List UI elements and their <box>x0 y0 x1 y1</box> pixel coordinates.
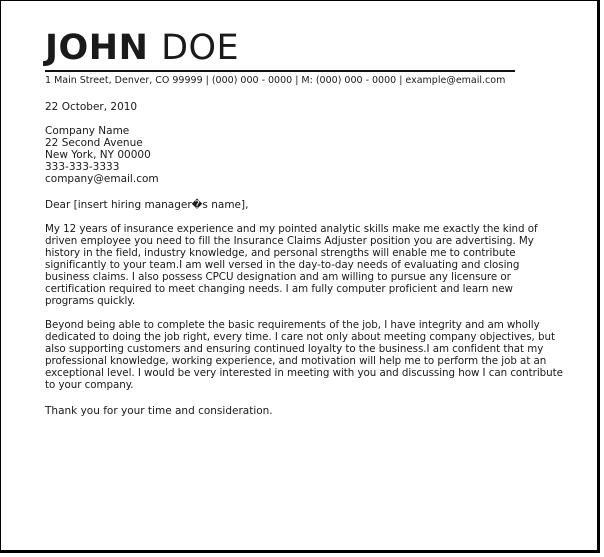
letter-date: 22 October, 2010 <box>45 101 138 113</box>
salutation: Dear [insert hiring manager�s name], <box>45 199 249 211</box>
body-paragraph-2: Beyond being able to complete the basic requirements of the job, I have integrity and am wholly dedicated to doing the job right, every time. I care not only about meeting company objectives, but also supporting customers and ensuring continued loyalty to the business.I am confident that my professional knowledge, working experience, and motivation will help me to perform the job at an exceptional level. I would be very interested in meeting with you and discussing how I can contribute to your company. <box>45 319 563 391</box>
recipient-street: 22 Second Avenue <box>45 137 143 149</box>
recipient-city: New York, NY 00000 <box>45 149 151 161</box>
body-paragraph-1: My 12 years of insurance experience and my pointed analytic skills make me exactly the kind of driven employee you need to fill the Insurance Claims Adjuster position you are advertising. My history in the field, industry knowledge, and personal strengths will enable me to contribute significantly to your team.I am well versed in the day-to-day needs of evaluating and closing business claims. I also possess CPCU designation and am willing to pursue any licensure or certification required to meet changing needs. I am fully computer proficient and learn new programs quickly. <box>45 223 538 307</box>
letter-content <box>45 28 565 417</box>
sender-first-name: JOHN <box>45 28 149 68</box>
sender-last-name: DOE <box>161 28 240 68</box>
recipient-company: Company Name <box>45 125 130 137</box>
recipient-phone: 333-333-3333 <box>45 161 120 173</box>
closing-line: Thank you for your time and consideration. <box>45 405 273 417</box>
sender-name <box>45 28 565 68</box>
sender-contact-line: 1 Main Street, Denver, CO 99999 | (000) 000 - 0000 | M: (000) 000 - 0000 | example@email.com <box>45 70 515 86</box>
recipient-email: company@email.com <box>45 173 159 185</box>
recipient-address <box>45 125 565 185</box>
